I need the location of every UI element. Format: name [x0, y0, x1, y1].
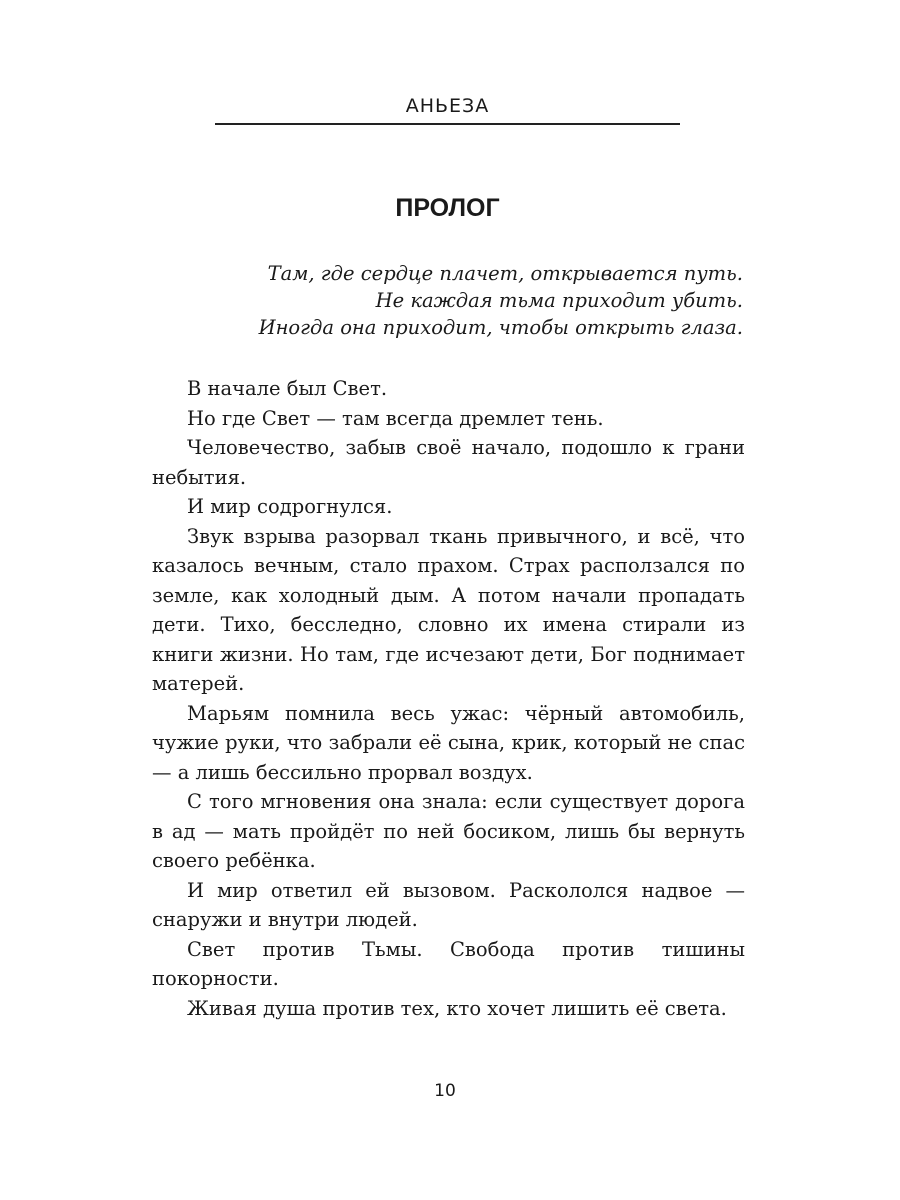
header-rule: [215, 123, 680, 125]
epigraph-line: Не каждая тьма приходит убить.: [375, 289, 743, 312]
paragraph: Свет против Тьмы. Свобода против тишины покорности.: [152, 937, 745, 990]
epigraph-line: Там, где сердце плачет, открывается путь.: [267, 262, 743, 285]
paragraph: Живая душа против тех, кто хочет лишить её света.: [187, 996, 727, 1020]
paragraph: В начале был Свет.: [187, 377, 388, 400]
body-text: [152, 374, 745, 1023]
paragraph: Марьям помнила весь ужас: чёрный автомобиль, чужие руки, что забрали её сына, крик, который не спас — а лишь бессильно прорвал воздух.: [152, 701, 745, 784]
paragraph: И мир содрогнулся.: [187, 495, 393, 518]
epigraph: [143, 260, 743, 341]
page-number: 10: [434, 1081, 456, 1101]
running-head: АНЬЕЗА: [405, 95, 490, 117]
paragraph: С того мгновения она знала: если существует дорога в ад — мать пройдёт по ней босиком, лишь бы вернуть своего ребёнка.: [152, 790, 745, 872]
epigraph-line: Иногда она приходит, чтобы открыть глаза.: [258, 316, 743, 339]
paragraph: Но где Свет — там всегда дремлет тень.: [187, 406, 604, 430]
chapter-title: ПРОЛОГ: [395, 194, 500, 222]
paragraph: Звук взрыва разорвал ткань привычного, и всё, что казалось вечным, стало прахом. Страх расползался по земле, как холодный дым. А потом начали пропадать дети. Тихо, бесследно, словно их имена стирали из книги жизни. Но там, где исчезают дети, Бог поднимает матерей.: [152, 524, 745, 695]
paragraph: И мир ответил ей вызовом. Раскололся надвое — снаружи и внутри людей.: [152, 878, 745, 931]
paragraph: Человечество, забыв своё начало, подошло к грани небытия.: [152, 436, 745, 489]
